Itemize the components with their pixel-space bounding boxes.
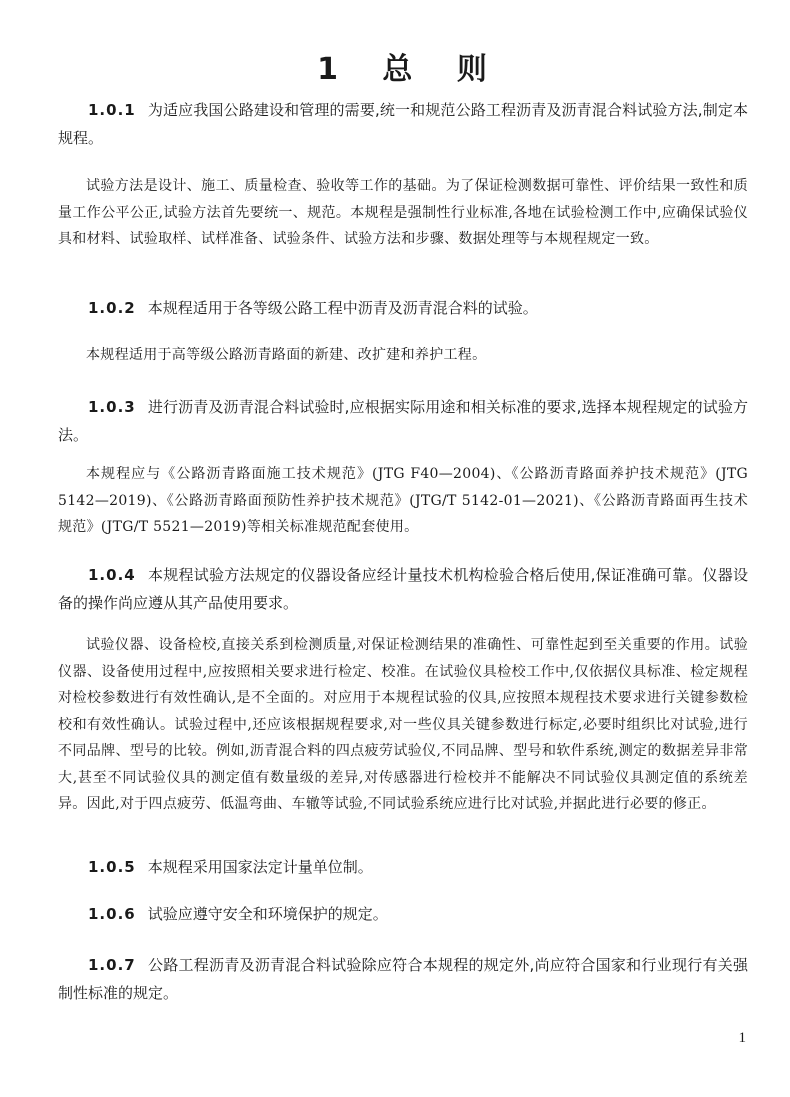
clause-number: 1.0.2 [88, 299, 136, 317]
page-number: 1 [738, 1030, 746, 1046]
explanation-1-0-1: 试验方法是设计、施工、质量检查、验收等工作的基础。为了保证检测数据可靠性、评价结果一致性和质量工作公平公正,试验方法首先要统一、规范。本规程是强制性行业标准,各地在试验检测工作中,应确保试验仪具和材料、试验取样、试样准备、试验条件、试验方法和步骤、数据处理等与本规程规定一致。 [58, 178, 748, 247]
explanation-1-0-4: 试验仪器、设备检校,直接关系到检测质量,对保证检测结果的准确性、可靠性起到至关重要的作用。试验仪器、设备使用过程中,应按照相关要求进行检定、校准。在试验仪具检校工作中,仅依据仪具标准、检定规程对检校参数进行有效性确认,是不全面的。对应用于本规程试验的仪具,应按照本规程技术要求进行关键参数检校和有效性确认。试验过程中,还应该根据规程要求,对一些仪具关键参数进行标定,必要时组织比对试验,进行不同品牌、型号的比较。例如,沥青混合料的四点疲劳试验仪,不同品牌、型号和软件系统,测定的数据差异非常大,甚至不同试验仪具的测定值有数量级的差异,对传感器进行检校并不能解决不同试验仪具测定值的系统差异。因此,对于四点疲劳、低温弯曲、车辙等试验,不同试验系统应进行比对试验,并据此进行必要的修正。 [58, 637, 748, 812]
clause-1-0-4 [58, 561, 748, 617]
clause-text: 进行沥青及沥青混合料试验时,应根据实际用途和相关标准的要求,选择本规程规定的试验方法。 [58, 398, 748, 444]
clause-1-0-3 [58, 393, 748, 449]
clause-text: 本规程采用国家法定计量单位制。 [147, 858, 373, 876]
clause-text: 为适应我国公路建设和管理的需要,统一和规范公路工程沥青及沥青混合料试验方法,制定本规程。 [58, 101, 748, 147]
explanation-1-0-2: 本规程适用于高等级公路沥青路面的新建、改扩建和养护工程。 [86, 347, 487, 363]
clause-text: 试验应遵守安全和环境保护的规定。 [147, 905, 388, 923]
clause-number: 1.0.3 [88, 398, 136, 416]
clause-number: 1.0.4 [88, 566, 136, 584]
clause-number: 1.0.7 [88, 956, 136, 974]
clause-number: 1.0.5 [88, 858, 136, 876]
clause-1-0-6 [58, 900, 748, 928]
explanation-1-0-3: 本规程应与《公路沥青路面施工技术规范》(JTG F40—2004)、《公路沥青路面养护技术规范》(JTG 5142—2019)、《公路沥青路面预防性养护技术规范》(JTG/T 5142-01—2021)、《公路沥青路面再生技术规范》(JTG/T 5521—2019)等相关标准规范配套使用。 [58, 466, 748, 535]
clause-number: 1.0.1 [88, 101, 136, 119]
clause-1-0-2 [58, 294, 748, 322]
chapter-title: 1 总 则 [317, 52, 489, 87]
clause-1-0-7 [58, 951, 748, 1007]
clause-number: 1.0.6 [88, 905, 136, 923]
clause-1-0-1 [58, 96, 748, 152]
clause-text: 本规程适用于各等级公路工程中沥青及沥青混合料的试验。 [147, 299, 538, 317]
document-page [58, 0, 748, 1097]
clause-text: 本规程试验方法规定的仪器设备应经计量技术机构检验合格后使用,保证准确可靠。仪器设备的操作尚应遵从其产品使用要求。 [58, 566, 748, 612]
clause-1-0-5 [58, 853, 748, 881]
clause-text: 公路工程沥青及沥青混合料试验除应符合本规程的规定外,尚应符合国家和行业现行有关强制性标准的规定。 [58, 956, 748, 1002]
